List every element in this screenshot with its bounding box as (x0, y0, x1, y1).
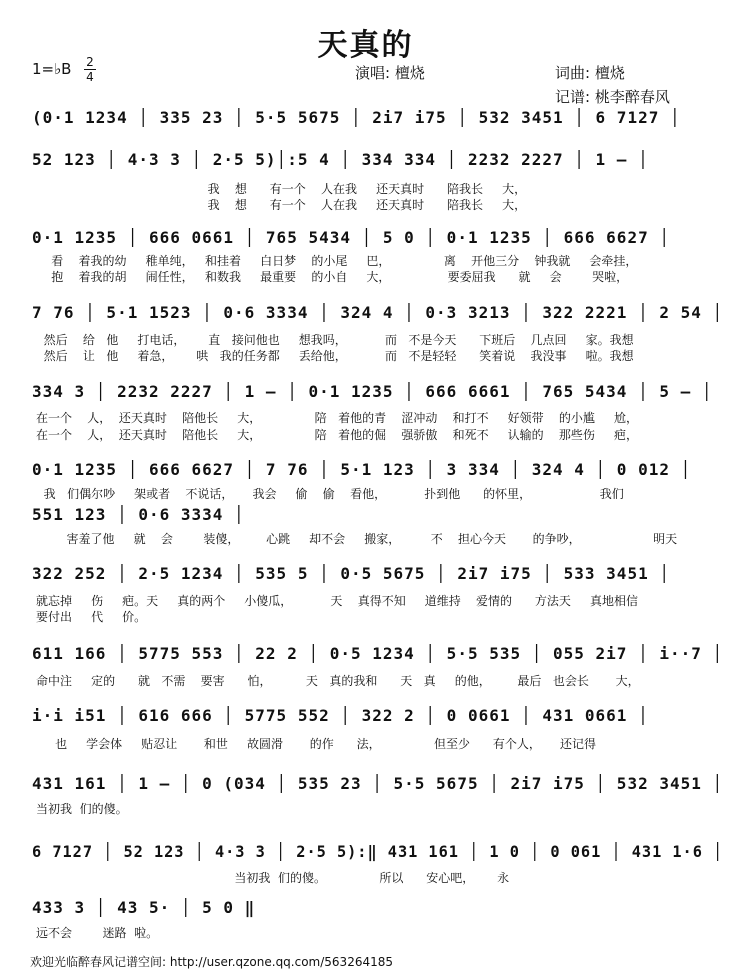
time-signature-top: 2 (86, 55, 94, 69)
notes-line: (0·1 1234 │ 335 23 │ 5·5 5675 │ 2i7 i75 │ 532 3451 │ 6 7127 │ (32, 108, 681, 127)
notes-line: 7 76 │ 5·1 1523 │ 0·6 3334 │ 324 4 │ 0·3 3213 │ 322 2221 │ 2 54 │ (32, 303, 724, 322)
song-title: 天真的 (317, 28, 414, 63)
notes-line: 0·1 1235 │ 666 6627 │ 7 76 │ 5·1 123 │ 3 334 │ 324 4 │ 0 012 │ (32, 460, 692, 479)
lyric-line: 在一个 人， 还天真时 陪他长 大， 陪 着他的倔 强骄傲 和死不 认输的 那些伤 疤， (36, 428, 638, 442)
notes-line: 322 252 │ 2·5 1234 │ 535 5 │ 0·5 5675 │ 2i7 i75 │ 533 3451 │ (32, 564, 670, 583)
lyric-line: 远不会 迷路 啦。 (36, 926, 159, 940)
lyric-line: 我 想 有一个 人在我 还天真时 陪我长 大， (36, 182, 527, 196)
lyric-line: 害羞了他 就 会 装傻， 心跳 却不会 搬家， 不 担心今天 的争吵， 明天 (36, 532, 678, 546)
notes-line: 433 3 │ 43 5· │ 5 0 ‖ (32, 898, 256, 917)
notes-line: 551 123 │ 0·6 3334 │ (32, 505, 245, 524)
notes-line: 6 7127 │ 52 123 │ 4·3 3 │ 2·5 5):‖ 431 161 │ 1 0 │ 0 061 │ 431 1·6 │ (32, 842, 724, 861)
lyric-line: 我 想 有一个 人在我 还天真时 陪我长 大， (36, 198, 527, 212)
notes-line: i·i i51 │ 616 666 │ 5775 552 │ 322 2 │ 0 0661 │ 431 0661 │ (32, 706, 649, 725)
time-signature-bottom: 4 (86, 70, 94, 84)
key-signature: 1=♭B (32, 60, 72, 78)
notes-line: 611 166 │ 5775 553 │ 22 2 │ 0·5 1234 │ 5·5 535 │ 055 2i7 │ i··7 │ (32, 644, 724, 663)
lyric-line: 也 学会体 贴忍让 和世 故圆滑 的作 法， 但至少 有个人， 还记得 (36, 737, 596, 751)
notes-line: 334 3 │ 2232 2227 │ 1 – │ 0·1 1235 │ 666 6661 │ 765 5434 │ 5 – │ (32, 382, 713, 401)
lyric-line: 抱 着我的胡 闹任性， 和数我 最重要 的小自 大， 要委屈我 就 会 哭啦， (36, 270, 629, 284)
notes-line: 431 161 │ 1 – │ 0 (034 │ 535 23 │ 5·5 5675 │ 2i7 i75 │ 532 3451 │ (32, 774, 724, 793)
lyric-line: 然后 给 他 打电话， 直 接问他也 想我吗， 而 不是今天 下班后 几点回 家。我想 (36, 333, 634, 347)
singer-credit: 演唱: 檀烧 (355, 64, 425, 82)
lyric-line: 在一个 人， 还天真时 陪他长 大， 陪 着他的青 涩冲动 和打不 好领带 的小尴 尬， (36, 411, 638, 425)
footer-link[interactable]: 欢迎光临醉春风记谱空间: http://user.qzone.qq.com/563264185 (30, 955, 394, 969)
lyric-line: 命中注 定的 就 不需 要害 怕， 天 真的我和 天 真 的他， 最后 也会长 大， (36, 674, 640, 688)
lyric-line: 要付出 代 价。 (36, 610, 147, 624)
lyric-line: 当初我 们的傻。 所以 安心吧， 永 (36, 871, 510, 885)
lyric-line: 就忘掉 伤 疤。天 真的两个 小傻瓜， 天 真得不知 道维持 爱情的 方法天 真地相信 (36, 594, 638, 608)
transcriber-credit: 记谱: 桃李醉春风 (555, 88, 670, 106)
notes-line: 52 123 │ 4·3 3 │ 2·5 5)│:5 4 │ 334 334 │ 2232 2227 │ 1 – │ (32, 150, 649, 169)
lyric-line: 看 着我的幼 稚单纯， 和挂着 白日梦 的小尾 巴， 离 开他三分 钟我就 会牵挂， (36, 254, 638, 268)
lyric-line: 然后 让 他 着急， 哄 我的任务都 丢给他， 而 不是轻轻 笑着说 我没事 啦。我想 (36, 349, 634, 363)
lyric-line: 我 们偶尔吵 架或者 不说话， 我会 偷 偷 看他， 扑到他 的怀里， 我们 (36, 487, 624, 501)
notes-line: 0·1 1235 │ 666 0661 │ 765 5434 │ 5 0 │ 0·1 1235 │ 666 6627 │ (32, 228, 670, 247)
composer-credit: 词曲: 檀烧 (555, 64, 625, 82)
lyric-line: 当初我 们的傻。 (36, 802, 128, 816)
time-signature (84, 56, 96, 83)
